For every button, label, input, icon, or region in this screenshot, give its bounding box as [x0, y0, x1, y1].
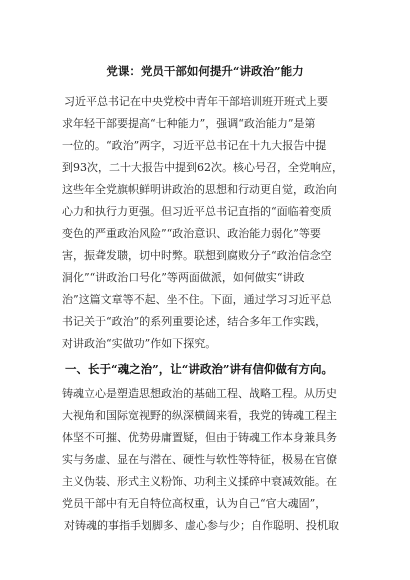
section-heading: 一、长于“魂之治”，让“讲政治”讲有信仰做有方向。	[65, 362, 333, 376]
paragraph-line: 大视角和国际宽视野的纵深横阔来看，我党的铸魂工程主	[62, 409, 337, 422]
paragraph-line: 铸魂立心是塑造思想政治的基础工程、战略工程。从历史	[62, 387, 337, 400]
paragraph-line: 习近平总书记在中央党校中青年干部培训班开班式上要	[64, 95, 328, 108]
paragraph-line: 实与务虚、显在与潜在、硬性与软性等特征，极易在官僚	[62, 453, 337, 466]
paragraph-line: 害，振聋发聩，切中时弊。联想到腐败分子“政治信念空	[62, 249, 332, 262]
paragraph-line: 变色的严重政治风险”“政治意识、政治能力弱化”等要	[62, 227, 321, 240]
paragraph-line: 主义伪装、形式主义粉饰、功利主义揉碎中衰减效能。在	[62, 475, 337, 488]
paragraph-line: 书记关于“政治”的系列重要论述，结合多年工作实践，	[62, 315, 327, 328]
paragraph-line: 一位的。“政治”两字，习近平总书记在十九大报告中提	[62, 139, 327, 152]
paragraph-line: 治”这篇文章等不起、坐不住。下面，通过学习习近平总	[62, 293, 332, 306]
paragraph-line: 对铸魂的事指手划脚多、虚心参与少；自作聪明、投机取	[64, 519, 339, 532]
document-title: 党课：党员干部如何提升“讲政治”能力	[106, 64, 304, 78]
paragraph-line: 心力和执行力更强。但习近平总书记直指的“面临着变质	[62, 205, 332, 218]
paragraph-line: 这些年全党旗帜鲜明讲政治的思想和行动更自觉，政治向	[62, 183, 337, 196]
paragraph-line: 到93次，二十大报告中提到62次。核心号召，全党响应，	[62, 161, 343, 174]
paragraph-line: 体坚不可摧、优势毋庸置疑，但由于铸魂工作本身兼具务	[62, 431, 337, 444]
paragraph-line: 党员干部中有无自特位高权重，认为自己“官大魂固”，	[62, 497, 327, 510]
paragraph-line: 求年轻干部要提高“七种能力”，强调“政治能力”是第	[62, 117, 316, 130]
paragraph-line: 对讲政治“实做功”作如下探究。	[62, 337, 217, 350]
paragraph-line: 洞化”“讲政治口号化”等两面做派，如何做实“讲政	[62, 271, 305, 284]
